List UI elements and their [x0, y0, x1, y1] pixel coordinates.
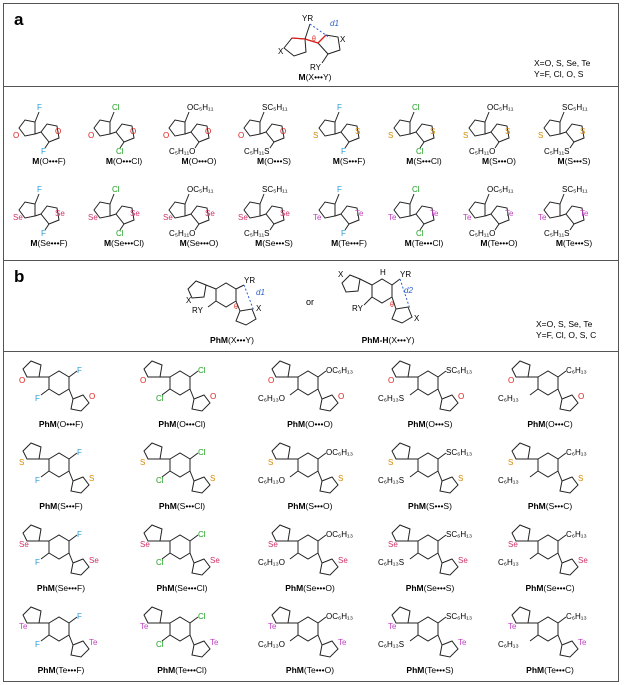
heteroatom-2: O: [458, 392, 465, 401]
substituent-top: F: [37, 103, 42, 112]
substituent-top: SC₆H₁₃: [446, 612, 473, 621]
heteroatom-2: S: [505, 127, 511, 136]
heteroatom-2: S: [578, 474, 584, 483]
substituent-bottom: Cl: [416, 229, 424, 238]
substituent-top: C₆H₁₃: [566, 530, 587, 539]
substituent-top: OC₆H₁₃: [326, 366, 353, 375]
heteroatom-2: Te: [355, 209, 364, 218]
phm-structure: [498, 601, 602, 663]
or-text: or: [306, 297, 315, 307]
generic-caption-phm-h: PhM-H(X•••Y): [361, 335, 415, 345]
heteroatom-2: Te: [430, 209, 439, 218]
substituent-top: Cl: [198, 530, 206, 539]
molecule-caption: M(Te•••S): [555, 238, 593, 248]
heteroatom-1: O: [508, 376, 515, 385]
heteroatom-1: Te: [268, 622, 277, 631]
heteroatom-1: O: [19, 376, 26, 385]
substituent-top: Cl: [112, 103, 120, 112]
dimer-structure: [461, 94, 537, 154]
molecule-caption: PhM(Te•••O): [285, 665, 335, 675]
molecule-caption: M(S•••S): [557, 156, 591, 166]
molecule-caption: M(Te•••F): [331, 238, 367, 248]
molecule-caption: M(Se•••Cl): [103, 238, 145, 248]
dimer-structure: [161, 176, 237, 236]
heteroatom-2: Te: [210, 638, 219, 647]
generic-x2: X: [340, 35, 346, 44]
dimer-structure: [311, 176, 387, 236]
heteroatom-1: Se: [19, 540, 29, 549]
substituent-bottom: Cl: [156, 558, 164, 567]
generic-x1: X: [278, 47, 284, 56]
molecule-caption: PhM(Se•••O): [285, 583, 335, 593]
molecule-caption: M(O•••Cl): [105, 156, 143, 166]
dimer-structure: [536, 176, 612, 236]
heteroatom-2: Se: [130, 209, 140, 218]
molecule-caption: PhM(Te•••F): [37, 665, 85, 675]
phm-structure: [498, 519, 602, 581]
phm-structure: [378, 355, 482, 417]
heteroatom-1: Te: [538, 213, 547, 222]
panel-b-label: b: [14, 267, 25, 286]
heteroatom-2: Se: [338, 556, 348, 565]
molecule-caption: PhM(S•••O): [287, 501, 333, 511]
molecule-caption: M(S•••Cl): [406, 156, 442, 166]
molecule-caption: M(Te•••O): [480, 238, 518, 248]
molecule-caption: PhM(O•••O): [287, 419, 333, 429]
molecule-caption: M(Se•••O): [179, 238, 219, 248]
substituent-bottom: F: [35, 476, 40, 485]
substituent-top: Cl: [112, 185, 120, 194]
substituent-top: SC₅H₁₁: [562, 103, 588, 112]
molecule-caption: PhM(Te•••C): [526, 665, 574, 675]
dimer-structure: [86, 94, 162, 154]
substituent-bottom: C₆H₁₃S: [378, 558, 405, 567]
heteroatom-2: S: [458, 474, 464, 483]
heteroatom-2: Se: [55, 209, 65, 218]
heteroatom-1: S: [268, 458, 274, 467]
heteroatom-2: S: [89, 474, 95, 483]
panel-b-note: X=O, S, Se, Te Y=F, Cl, O, S, C: [536, 319, 597, 340]
substituent-top: OC₅H₁₁: [187, 185, 214, 194]
phm-structure: [130, 355, 234, 417]
substituent-bottom: F: [41, 229, 46, 238]
heteroatom-2: O: [280, 127, 287, 136]
phm-generic-ry: RY: [192, 306, 203, 315]
substituent-bottom: C₆H₁₃S: [378, 476, 405, 485]
heteroatom-1: S: [19, 458, 25, 467]
panel-b-header: [4, 261, 618, 352]
dimer-structure: [11, 94, 87, 154]
phm-h-theta: θ: [390, 302, 394, 309]
substituent-top: OC₆H₁₃: [326, 612, 353, 621]
generic-caption-a: M(X•••Y): [298, 72, 332, 82]
heteroatom-2: Se: [458, 556, 468, 565]
molecule-caption: M(S•••O): [482, 156, 516, 166]
heteroatom-1: O: [140, 376, 147, 385]
substituent-top: SC₆H₁₃: [446, 448, 473, 457]
substituent-top: SC₅H₁₁: [262, 103, 288, 112]
heteroatom-2: Se: [205, 209, 215, 218]
molecule-caption: M(O•••S): [257, 156, 291, 166]
substituent-bottom: C₅H₁₁S: [544, 147, 570, 156]
heteroatom-2: S: [430, 127, 436, 136]
substituent-bottom: C₆H₁₃S: [378, 394, 405, 403]
heteroatom-2: Te: [505, 209, 514, 218]
heteroatom-2: Se: [578, 556, 588, 565]
phm-structure: [130, 601, 234, 663]
substituent-top: C₆H₁₃: [566, 448, 587, 457]
heteroatom-2: O: [205, 127, 212, 136]
heteroatom-1: Se: [508, 540, 518, 549]
substituent-bottom: C₅H₁₁O: [169, 229, 196, 238]
phm-structure: [378, 519, 482, 581]
substituent-top: SC₅H₁₁: [262, 185, 288, 194]
heteroatom-1: Te: [388, 622, 397, 631]
dimer-structure: [86, 176, 162, 236]
molecule-caption: PhM(Se•••S): [405, 583, 455, 593]
substituent-top: SC₆H₁₃: [446, 366, 473, 375]
substituent-top: F: [77, 366, 82, 375]
molecule-caption: PhM(Te•••S): [406, 665, 454, 675]
phm-structure: [130, 437, 234, 499]
molecule-caption: M(S•••F): [332, 156, 366, 166]
phm-structure: [378, 601, 482, 663]
substituent-bottom: Cl: [156, 476, 164, 485]
molecule-caption: M(O•••O): [181, 156, 217, 166]
substituent-bottom: C₆H₁₃: [498, 394, 519, 403]
heteroatom-1: Se: [388, 540, 398, 549]
heteroatom-1: S: [388, 131, 394, 140]
substituent-top: OC₅H₁₁: [487, 185, 514, 194]
panel-b: [3, 260, 619, 682]
molecule-caption: PhM(S•••S): [408, 501, 452, 511]
heteroatom-1: Se: [268, 540, 278, 549]
heteroatom-1: Se: [140, 540, 150, 549]
substituent-bottom: F: [41, 147, 46, 156]
substituent-bottom: Cl: [156, 640, 164, 649]
phm-h-ry: RY: [352, 304, 363, 313]
phm-h-h: H: [380, 268, 386, 277]
substituent-bottom: C₆H₁₃: [498, 476, 519, 485]
generic-theta: θ: [312, 36, 316, 43]
dimer-structure: [311, 94, 387, 154]
molecule-caption: PhM(S•••F): [39, 501, 83, 511]
phm-structure: [378, 437, 482, 499]
phm-generic-d1: d1: [256, 288, 265, 297]
substituent-top: F: [337, 103, 342, 112]
phm-structure: [258, 601, 362, 663]
heteroatom-1: Se: [13, 213, 23, 222]
heteroatom-2: Te: [338, 638, 347, 647]
substituent-top: OC₆H₁₃: [326, 530, 353, 539]
heteroatom-2: Te: [89, 638, 98, 647]
substituent-bottom: Cl: [156, 394, 164, 403]
heteroatom-1: S: [313, 131, 319, 140]
dimer-structure: [386, 94, 462, 154]
phm-structure: [9, 437, 113, 499]
molecule-caption: PhM(Te•••Cl): [157, 665, 207, 675]
substituent-bottom: C₅H₁₁O: [169, 147, 196, 156]
dimer-structure: [536, 94, 612, 154]
panel-a-label: a: [14, 10, 24, 29]
molecule-caption: PhM(Se•••Cl): [156, 583, 208, 593]
heteroatom-1: O: [268, 376, 275, 385]
molecule-caption: PhM(O•••Cl): [158, 419, 206, 429]
substituent-top: OC₆H₁₃: [326, 448, 353, 457]
heteroatom-1: O: [238, 131, 245, 140]
heteroatom-2: Te: [578, 638, 587, 647]
heteroatom-2: Te: [580, 209, 589, 218]
heteroatom-1: Te: [508, 622, 517, 631]
substituent-bottom: C₆H₁₃O: [258, 394, 285, 403]
heteroatom-2: O: [338, 392, 345, 401]
substituent-top: F: [77, 530, 82, 539]
substituent-bottom: C₆H₁₃O: [258, 476, 285, 485]
heteroatom-1: Te: [140, 622, 149, 631]
substituent-bottom: F: [35, 558, 40, 567]
generic-d1: d1: [330, 19, 339, 28]
generic-ry: RY: [310, 63, 321, 72]
molecule-caption: PhM(Se•••C): [525, 583, 575, 593]
substituent-bottom: C₅H₁₁O: [469, 147, 496, 156]
heteroatom-1: Se: [163, 213, 173, 222]
substituent-bottom: Cl: [416, 147, 424, 156]
generic-phm-h-structure: [334, 265, 444, 339]
phm-structure: [9, 601, 113, 663]
heteroatom-1: O: [388, 376, 395, 385]
heteroatom-2: O: [130, 127, 137, 136]
heteroatom-1: S: [538, 131, 544, 140]
substituent-top: C₆H₁₃: [566, 612, 587, 621]
panel-a: [3, 3, 619, 261]
phm-structure: [258, 355, 362, 417]
molecule-caption: M(Se•••F): [30, 238, 68, 248]
heteroatom-1: Se: [238, 213, 248, 222]
substituent-top: OC₅H₁₁: [487, 103, 514, 112]
phm-generic-x2: X: [256, 304, 262, 313]
phm-generic-yr: YR: [244, 276, 256, 285]
phm-generic-theta: θ: [234, 304, 238, 311]
dimer-structure: [386, 176, 462, 236]
molecule-caption: PhM(O•••C): [527, 419, 573, 429]
substituent-bottom: F: [35, 394, 40, 403]
substituent-bottom: C₆H₁₃S: [378, 640, 405, 649]
substituent-bottom: C₅H₁₁S: [244, 229, 270, 238]
phm-structure: [9, 355, 113, 417]
substituent-bottom: F: [35, 640, 40, 649]
heteroatom-1: O: [13, 131, 20, 140]
phm-structure: [258, 437, 362, 499]
substituent-top: C₆H₁₃: [566, 366, 587, 375]
substituent-bottom: Cl: [116, 229, 124, 238]
phm-h-x1: X: [338, 270, 344, 279]
substituent-top: F: [37, 185, 42, 194]
molecule-caption: PhM(S•••Cl): [158, 501, 206, 511]
substituent-top: F: [77, 448, 82, 457]
phm-h-d2: d2: [404, 286, 413, 295]
molecule-caption: PhM(O•••S): [407, 419, 453, 429]
heteroatom-1: S: [388, 458, 394, 467]
dimer-structure: [11, 176, 87, 236]
substituent-bottom: C₆H₁₃: [498, 640, 519, 649]
substituent-bottom: F: [341, 147, 346, 156]
heteroatom-2: O: [89, 392, 96, 401]
phm-h-x2: X: [414, 314, 420, 323]
substituent-bottom: C₆H₁₃O: [258, 558, 285, 567]
generic-bithiophene-structure: [272, 8, 362, 72]
heteroatom-2: Se: [210, 556, 220, 565]
heteroatom-2: Se: [280, 209, 290, 218]
heteroatom-1: S: [463, 131, 469, 140]
phm-structure: [9, 519, 113, 581]
substituent-top: SC₆H₁₃: [446, 530, 473, 539]
heteroatom-2: S: [580, 127, 586, 136]
phm-structure: [498, 355, 602, 417]
substituent-bottom: C₆H₁₃O: [258, 640, 285, 649]
heteroatom-1: Te: [463, 213, 472, 222]
substituent-top: F: [77, 612, 82, 621]
substituent-bottom: C₅H₁₁O: [469, 229, 496, 238]
generic-caption-phm: PhM(X•••Y): [210, 335, 254, 345]
heteroatom-1: Te: [313, 213, 322, 222]
substituent-bottom: C₅H₁₁S: [244, 147, 270, 156]
dimer-structure: [161, 94, 237, 154]
molecule-caption: M(Se•••S): [255, 238, 293, 248]
heteroatom-1: S: [140, 458, 146, 467]
molecule-caption: M(O•••F): [32, 156, 66, 166]
generic-yr: YR: [302, 14, 314, 23]
phm-structure: [258, 519, 362, 581]
heteroatom-2: O: [55, 127, 62, 136]
generic-phm-structure: [182, 269, 282, 335]
substituent-top: SC₅H₁₁: [562, 185, 588, 194]
substituent-bottom: F: [341, 229, 346, 238]
substituent-top: OC₅H₁₁: [187, 103, 214, 112]
heteroatom-1: S: [508, 458, 514, 467]
heteroatom-1: O: [163, 131, 170, 140]
heteroatom-2: Se: [89, 556, 99, 565]
heteroatom-2: S: [338, 474, 344, 483]
heteroatom-1: Te: [19, 622, 28, 631]
heteroatom-2: O: [210, 392, 217, 401]
dimer-structure: [461, 176, 537, 236]
dimer-structure: [236, 94, 312, 154]
substituent-bottom: C₅H₁₁S: [544, 229, 570, 238]
substituent-bottom: Cl: [116, 147, 124, 156]
phm-generic-x1: X: [186, 296, 192, 305]
molecule-caption: PhM(S•••C): [527, 501, 573, 511]
heteroatom-2: S: [210, 474, 216, 483]
dimer-structure: [236, 176, 312, 236]
substituent-top: Cl: [198, 612, 206, 621]
substituent-top: F: [337, 185, 342, 194]
phm-h-yr: YR: [400, 270, 412, 279]
molecule-caption: PhM(O•••F): [38, 419, 84, 429]
panel-a-header: [4, 4, 618, 87]
heteroatom-2: O: [578, 392, 585, 401]
panel-a-note: X=O, S, Se, Te Y=F, Cl, O, S: [534, 58, 591, 79]
heteroatom-2: S: [355, 127, 361, 136]
molecule-caption: PhM(Se•••F): [36, 583, 86, 593]
heteroatom-1: O: [88, 131, 95, 140]
phm-structure: [130, 519, 234, 581]
heteroatom-2: Te: [458, 638, 467, 647]
substituent-bottom: C₆H₁₃: [498, 558, 519, 567]
substituent-top: Cl: [198, 448, 206, 457]
heteroatom-1: Se: [88, 213, 98, 222]
substituent-top: Cl: [412, 103, 420, 112]
substituent-top: Cl: [412, 185, 420, 194]
molecule-caption: M(Te•••Cl): [404, 238, 444, 248]
heteroatom-1: Te: [388, 213, 397, 222]
phm-structure: [498, 437, 602, 499]
substituent-top: Cl: [198, 366, 206, 375]
